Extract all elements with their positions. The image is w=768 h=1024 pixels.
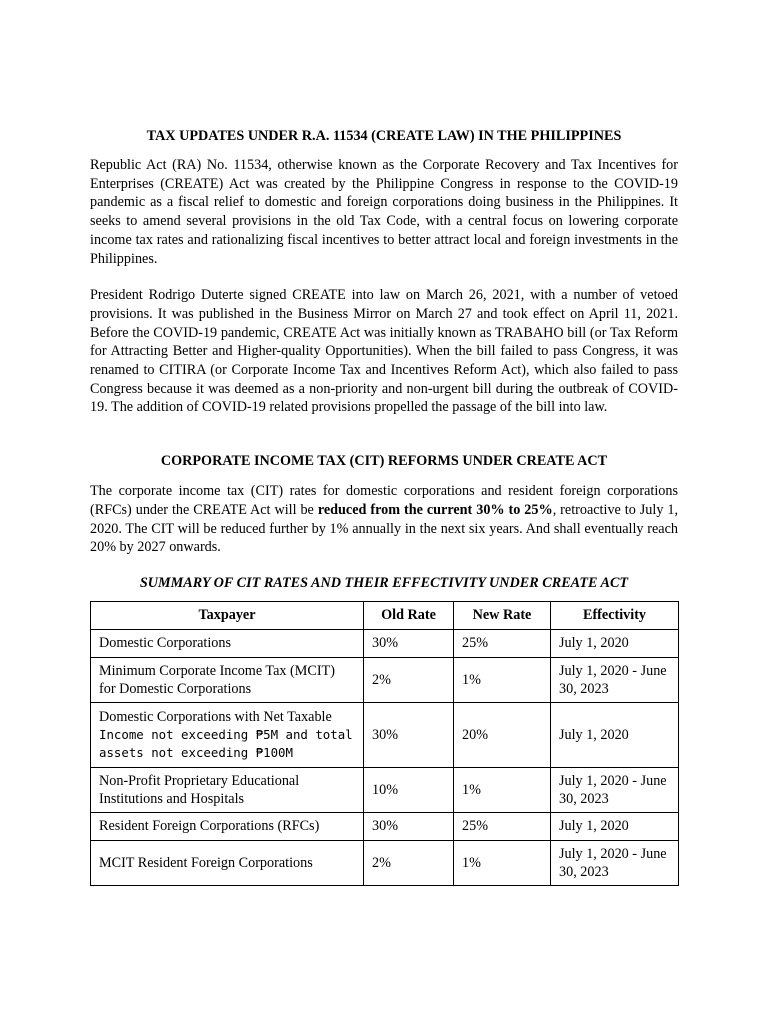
cell-taxpayer (91, 702, 364, 767)
cell-new-rate: 25% (454, 629, 551, 657)
header-new-rate: New Rate (454, 601, 551, 629)
cell-effectivity: July 1, 2020 (551, 629, 679, 657)
table-row (91, 657, 679, 702)
cit-text-before: The corporate income tax (CIT) rates for domestic corporations and resident foreign corporations (RFCs) under the CREATE Act will be (90, 483, 678, 518)
table-row (91, 812, 679, 840)
cell-taxpayer: Resident Foreign Corporations (RFCs) (91, 812, 364, 840)
document-title: TAX UPDATES UNDER R.A. 11534 (CREATE LAW) IN THE PHILIPPINES (146, 128, 622, 144)
table-header-row (91, 601, 679, 629)
document-content (90, 126, 678, 886)
table-row (91, 702, 679, 767)
header-effectivity: Effectivity (551, 601, 679, 629)
table-caption: SUMMARY OF CIT RATES AND THEIR EFFECTIVITY UNDER CREATE ACT (139, 574, 629, 591)
cell-effectivity: July 1, 2020 (551, 702, 679, 767)
cell-old-rate: 30% (364, 812, 454, 840)
header-taxpayer: Taxpayer (91, 601, 364, 629)
cell-taxpayer: MCIT Resident Foreign Corporations (91, 840, 364, 885)
cell-effectivity: July 1, 2020 - June 30, 2023 (551, 767, 679, 812)
history-paragraph: President Rodrigo Duterte signed CREATE into law on March 26, 2021, with a number of vetoed provisions. It was published in the Business Mirror on March 27 and took effect on April 11, 2021. Before the COVID-19 pandemic, CREATE Act was initially known as TRABAHO bill (or Tax Reform for Attracting Better and Higher-quality Opportunities). When the bill failed to pass Congress, it was renamed to CITIRA (or Corporate Income Tax and Incentives Reform Act), which also failed to pass Congress because it was deemed as a non-priority and non-urgent bill during the outbreak of COVID-19. The addition of COVID-19 related provisions propelled the passage of the bill into law. (90, 287, 678, 416)
cell-new-rate: 1% (454, 657, 551, 702)
cell-effectivity: July 1, 2020 - June 30, 2023 (551, 657, 679, 702)
cell-old-rate: 30% (364, 702, 454, 767)
cell-taxpayer: Domestic Corporations (91, 629, 364, 657)
intro-paragraph: Republic Act (RA) No. 11534, otherwise known as the Corporate Recovery and Tax Incentives for Enterprises (CREATE) Act was created by the Philippine Congress in response to the COVID-19 pandemic as a fiscal relief to domestic and foreign corporations doing business in the Philippines. It seeks to amend several provisions in the old Tax Code, with a central focus on lowering corporate income tax rates and rationalizing fiscal incentives to better attract local and foreign investments in the Philippines. (90, 157, 678, 267)
cell-new-rate: 1% (454, 767, 551, 812)
cell-taxpayer: Minimum Corporate Income Tax (MCIT) for Domestic Corporations (91, 657, 364, 702)
table-row (91, 840, 679, 885)
cell-new-rate: 25% (454, 812, 551, 840)
cell-effectivity: July 1, 2020 (551, 812, 679, 840)
cit-text-bold: reduced from the current 30% to 25% (317, 501, 553, 518)
header-old-rate: Old Rate (364, 601, 454, 629)
cell-new-rate: 20% (454, 702, 551, 767)
cell-taxpayer: Non-Profit Proprietary Educational Institutions and Hospitals (91, 767, 364, 812)
cit-paragraph (90, 482, 678, 557)
cell-taxpayer-mono: Income not exceeding ₱5M and total assets not exceeding ₱100M (99, 726, 353, 760)
cit-text-after: , retroactive to July 1, 2020. The CIT will be reduced further by 1% annually in the next six years. And shall eventually reach 20% by 2027 onwards. (90, 501, 678, 556)
cell-old-rate: 30% (364, 629, 454, 657)
cit-rates-table (90, 601, 679, 886)
cell-old-rate: 10% (364, 767, 454, 812)
cit-section-heading: CORPORATE INCOME TAX (CIT) REFORMS UNDER CREATE ACT (160, 453, 608, 470)
cell-effectivity: July 1, 2020 - June 30, 2023 (551, 840, 679, 885)
cell-new-rate: 1% (454, 840, 551, 885)
cell-old-rate: 2% (364, 840, 454, 885)
table-row (91, 767, 679, 812)
table-row (91, 629, 679, 657)
cell-taxpayer-serif: Domestic Corporations with Net Taxable (99, 708, 332, 725)
cell-old-rate: 2% (364, 657, 454, 702)
